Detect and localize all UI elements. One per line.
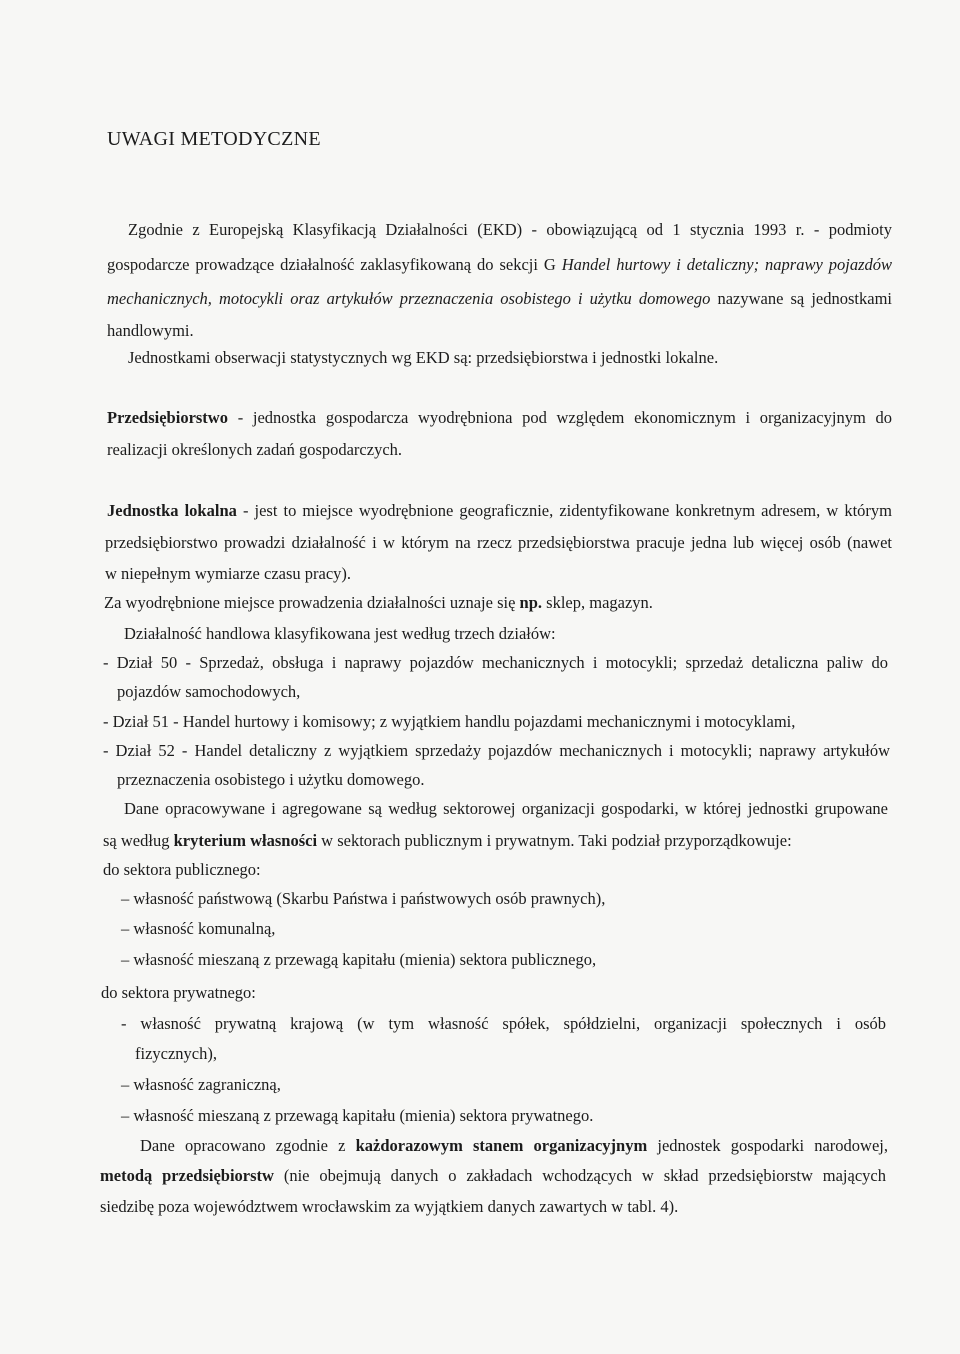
para4-line4 — [104, 593, 653, 613]
para1-line3-text: nazywane są jednostkami — [710, 289, 892, 308]
term-kryterium-wlasnosci: kryterium własności — [173, 831, 318, 850]
para1-line3 — [107, 289, 892, 309]
public-item-3: – własność mieszaną z przewagą kapitału (mienia) sektora publicznego, — [121, 950, 597, 969]
division-52-line1: - Dział 52 - Handel detaliczny z wyjątkiem sprzedaży pojazdów mechanicznych i motocykli; naprawy artykułów — [103, 741, 890, 760]
para3-line1-text: - jednostka gospodarcza wyodrębniona pod względem ekonomicznym i organizacyjnym do — [227, 408, 892, 427]
term-stan-organizacyjny: każdorazowym stanem organizacyjnym — [355, 1136, 648, 1155]
para6-line2 — [103, 831, 792, 851]
divisions-intro: Działalność handlowa klasyfikowana jest według trzech działów: — [124, 624, 556, 643]
para7-line2 — [100, 1166, 886, 1186]
division-50-line2: pojazdów samochodowych, — [117, 682, 301, 701]
para2: Jednostkami obserwacji statystycznych wg EKD są: przedsiębiorstwa i jednostki lokalne. — [128, 348, 719, 367]
para4-line1 — [107, 501, 892, 521]
private-item-3: – własność mieszaną z przewagą kapitału (mienia) sektora prywatnego. — [121, 1106, 594, 1125]
term-przedsiebiorstwo: Przedsiębiorstwo — [107, 408, 228, 427]
para6-line2-text: są według — [103, 831, 174, 850]
public-item-2: – własność komunalną, — [121, 919, 276, 938]
para7-line2-text: (nie obejmują danych o zakładach wchodzących w skład przedsiębiorstw mających — [273, 1166, 886, 1185]
para3-line2: realizacji określonych zadań gospodarczych. — [107, 440, 403, 459]
para1-line2-text: gospodarcze prowadzące działalność zaklasyfikowaną do sekcji G — [107, 255, 562, 274]
private-item-2: – własność zagraniczną, — [121, 1075, 281, 1094]
term-metoda-przedsiebiorstw: metodą przedsiębiorstw — [100, 1166, 274, 1185]
private-item-1-line2: fizycznych), — [135, 1044, 217, 1063]
para4-line4-text: Za wyodrębnione miejsce prowadzenia działalności uznaje się — [104, 593, 520, 612]
para1-line4: handlowymi. — [107, 321, 194, 340]
public-sector-heading: do sektora publicznego: — [103, 860, 261, 879]
division-51: - Dział 51 - Handel hurtowy i komisowy; z wyjątkiem handlu pojazdami mechanicznymi i motocyklami, — [103, 712, 796, 731]
para6-line1: Dane opracowywane i agregowane są według sektorowej organizacji gospodarki, w której jednostki grupowane — [124, 799, 888, 818]
para1-line1: Zgodnie z Europejską Klasyfikacją Działalności (EKD) - obowiązującą od 1 stycznia 1993 r. - podmioty — [128, 220, 892, 239]
para7-line1-end: jednostek gospodarki narodowej, — [647, 1136, 889, 1155]
section-g-name: Handel hurtowy i detaliczny; naprawy pojazdów — [561, 255, 892, 274]
page-title: UWAGI METODYCZNE — [107, 128, 321, 150]
para7-line1 — [140, 1136, 888, 1156]
division-52-line2: przeznaczenia osobistego i użytku domowego. — [117, 770, 425, 789]
division-50-line1: - Dział 50 - Sprzedaż, obsługa i naprawy pojazdów mechanicznych i motocykli; sprzedaż detaliczna paliw do — [103, 653, 888, 672]
section-g-name-cont: mechanicznych, motocykli oraz artykułów przeznaczenia osobistego i użytku domowego — [107, 289, 711, 308]
para4-line4-end: sklep, magazyn. — [542, 593, 653, 612]
private-item-1-line1: - własność prywatną krajową (w tym własność spółek, spółdzielni, organizacji społecznych i osób — [121, 1014, 886, 1033]
para3-line1 — [107, 408, 892, 428]
para1-line2 — [107, 255, 892, 275]
para4-line1-text: - jest to miejsce wyodrębnione geograficznie, zidentyfikowane konkretnym adresem, w którym — [236, 501, 893, 520]
term-jednostka-lokalna: Jednostka lokalna — [107, 501, 237, 520]
para4-line3: w niepełnym wymiarze czasu pracy). — [105, 564, 352, 583]
para4-line2: przedsiębiorstwo prowadzi działalność i w którym na rzecz przedsiębiorstwa pracuje jedna lub więcej osób (nawet — [105, 533, 892, 552]
para7-line1-text: Dane opracowano zgodnie z — [140, 1136, 356, 1155]
para6-line2-end: w sektorach publicznym i prywatnym. Taki podział przyporządkowuje: — [317, 831, 792, 850]
private-sector-heading: do sektora prywatnego: — [101, 983, 256, 1002]
para7-line3: siedzibę poza województwem wrocławskim za wyjątkiem danych zawartych w tabl. 4). — [100, 1197, 679, 1216]
public-item-1: – własność państwową (Skarbu Państwa i państwowych osób prawnych), — [121, 889, 606, 908]
abbr-np: np. — [519, 593, 543, 612]
